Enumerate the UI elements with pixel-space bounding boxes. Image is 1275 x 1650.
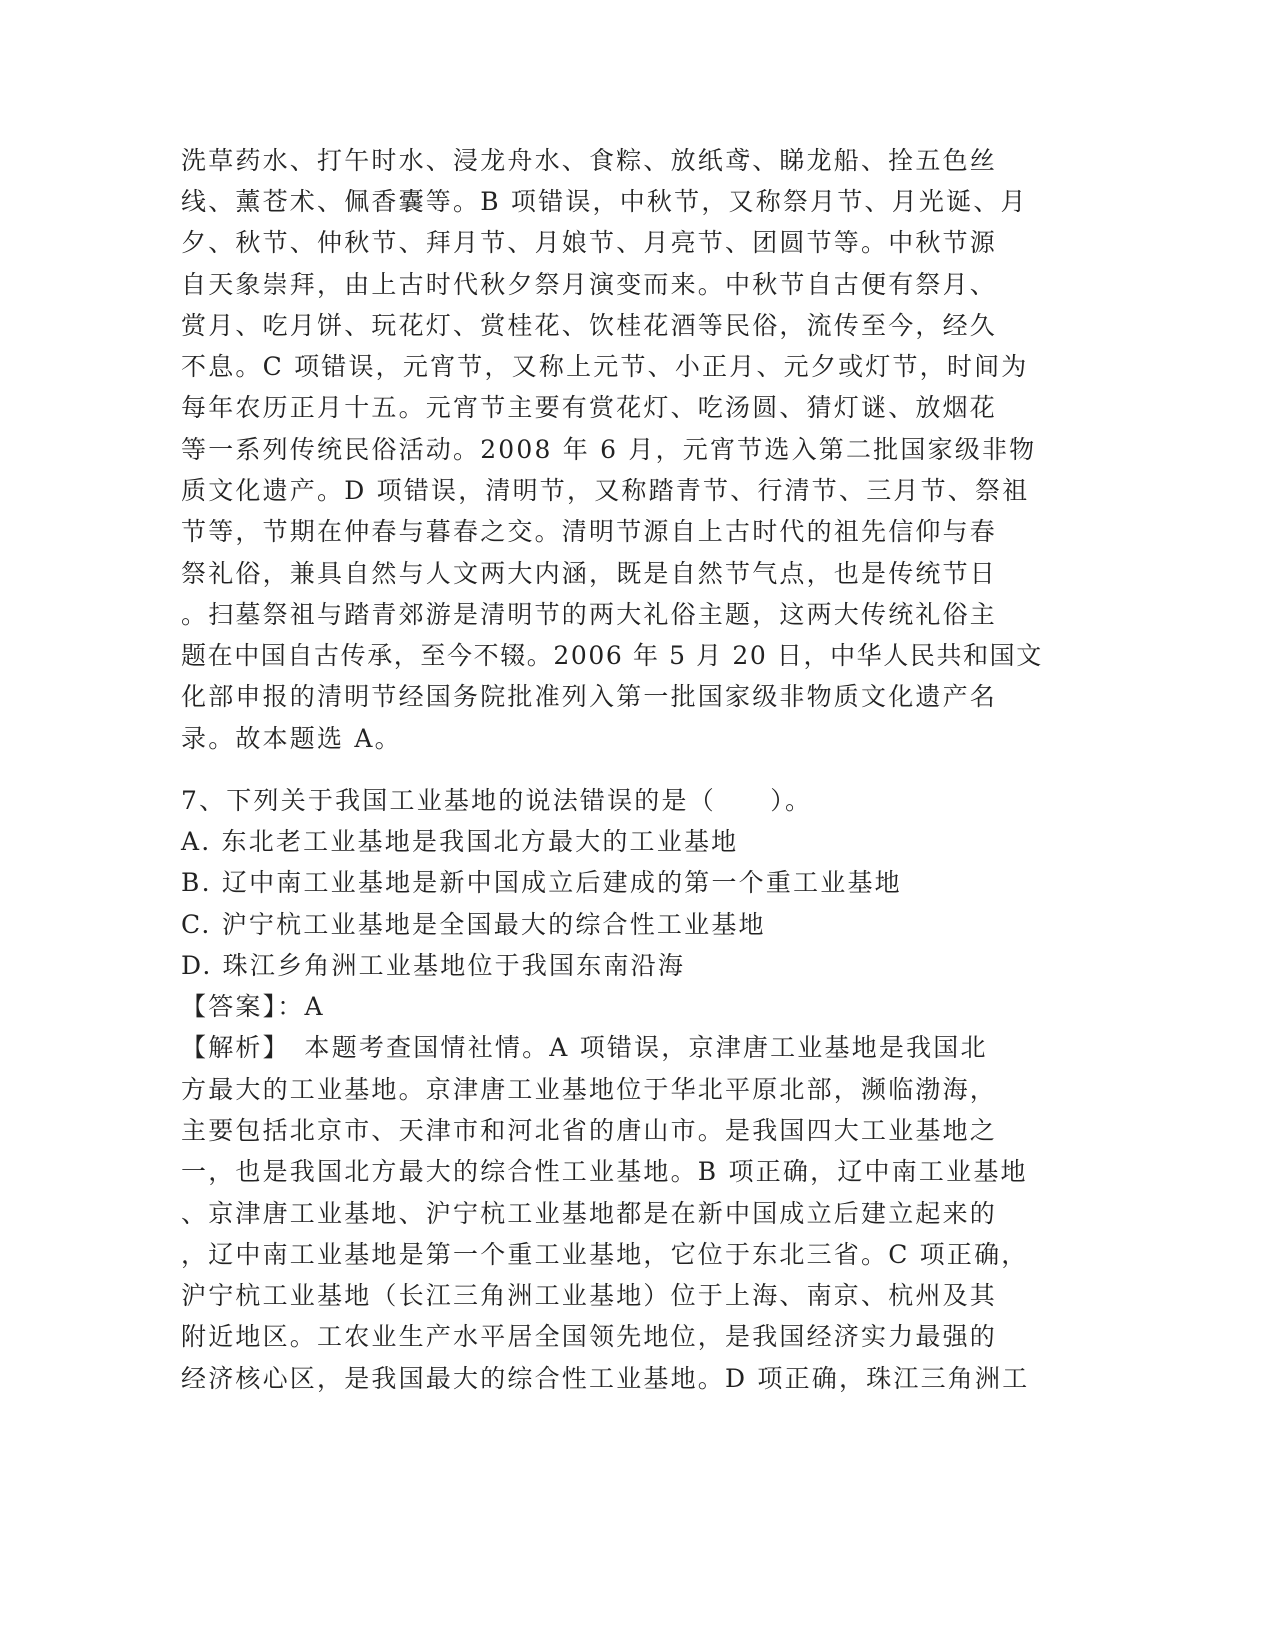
option-d: D. 珠江乡角洲工业基地位于我国东南沿海 [181, 951, 686, 980]
analysis-line: ，辽中南工业基地是第一个重工业基地，它位于东北三省。C 项正确， [181, 1240, 1029, 1269]
analysis-line: 附近地区。工农业生产水平居全国领先地位，是我国经济实力最强的 [181, 1322, 998, 1351]
analysis-line: 、京津唐工业基地、沪宁杭工业基地都是在新中国成立后建立起来的 [181, 1199, 998, 1228]
paragraph-line: 夕、秋节、仲秋节、拜月节、月娘节、月亮节、团圆节等。中秋节源 [181, 228, 998, 257]
question-stem: 7、下列关于我国工业基地的说法错误的是（ ）。 [181, 786, 813, 815]
paragraph-line: 不息。C 项错误，元宵节，又称上元节、小正月、元夕或灯节，时间为 [181, 352, 1029, 381]
analysis-line: 【解析】 本题考查国情社情。A 项错误，京津唐工业基地是我国北 [181, 1033, 988, 1062]
analysis-line: 沪宁杭工业基地（长江三角洲工业基地）位于上海、南京、杭州及其 [181, 1281, 998, 1310]
analysis-line: 经济核心区，是我国最大的综合性工业基地。D 项正确，珠江三角洲工 [181, 1364, 1030, 1393]
analysis-line: 一，也是我国北方最大的综合性工业基地。B 项正确，辽中南工业基地 [181, 1157, 1028, 1186]
option-a: A. 东北老工业基地是我国北方最大的工业基地 [181, 827, 739, 856]
paragraph-line: 线、薰苍术、佩香囊等。B 项错误，中秋节，又称祭月节、月光诞、月 [181, 187, 1028, 216]
analysis-line: 主要包括北京市、天津市和河北省的唐山市。是我国四大工业基地之 [181, 1116, 998, 1145]
paragraph-line: 化部申报的清明节经国务院批准列入第一批国家级非物质文化遗产名 [181, 682, 998, 711]
paragraph-line: 自天象崇拜，由上古时代秋夕祭月演变而来。中秋节自古便有祭月、 [181, 270, 998, 299]
paragraph-line: 等一系列传统民俗活动。2008 年 6 月，元宵节选入第二批国家级非物 [181, 435, 1037, 464]
paragraph-line: 节等，节期在仲春与暮春之交。清明节源自上古时代的祖先信仰与春 [181, 517, 998, 546]
paragraph-line: 录。故本题选 A。 [181, 724, 402, 753]
paragraph-line: 洗草药水、打午时水、浸龙舟水、食粽、放纸鸢、睇龙船、拴五色丝 [181, 146, 998, 175]
paragraph-line: 赏月、吃月饼、玩花灯、赏桂花、饮桂花酒等民俗，流传至今，经久 [181, 311, 998, 340]
paragraph-line: 题在中国自古传承，至今不辍。2006 年 5 月 20 日，中华人民共和国文 [181, 641, 1043, 670]
paragraph-line: 。扫墓祭祖与踏青郊游是清明节的两大礼俗主题，这两大传统礼俗主 [181, 600, 998, 629]
paragraph-line: 祭礼俗，兼具自然与人文两大内涵，既是自然节气点，也是传统节日 [181, 559, 998, 588]
paragraph-line: 每年农历正月十五。元宵节主要有赏花灯、吃汤圆、猜灯谜、放烟花 [181, 393, 998, 422]
option-b: B. 辽中南工业基地是新中国成立后建成的第一个重工业基地 [181, 868, 902, 897]
paragraph-line: 质文化遗产。D 项错误，清明节，又称踏青节、行清节、三月节、祭祖 [181, 476, 1030, 505]
option-c: C. 沪宁杭工业基地是全国最大的综合性工业基地 [181, 910, 766, 939]
analysis-line: 方最大的工业基地。京津唐工业基地位于华北平原北部，濒临渤海， [181, 1075, 998, 1104]
answer-line: 【答案】：A [181, 992, 325, 1021]
